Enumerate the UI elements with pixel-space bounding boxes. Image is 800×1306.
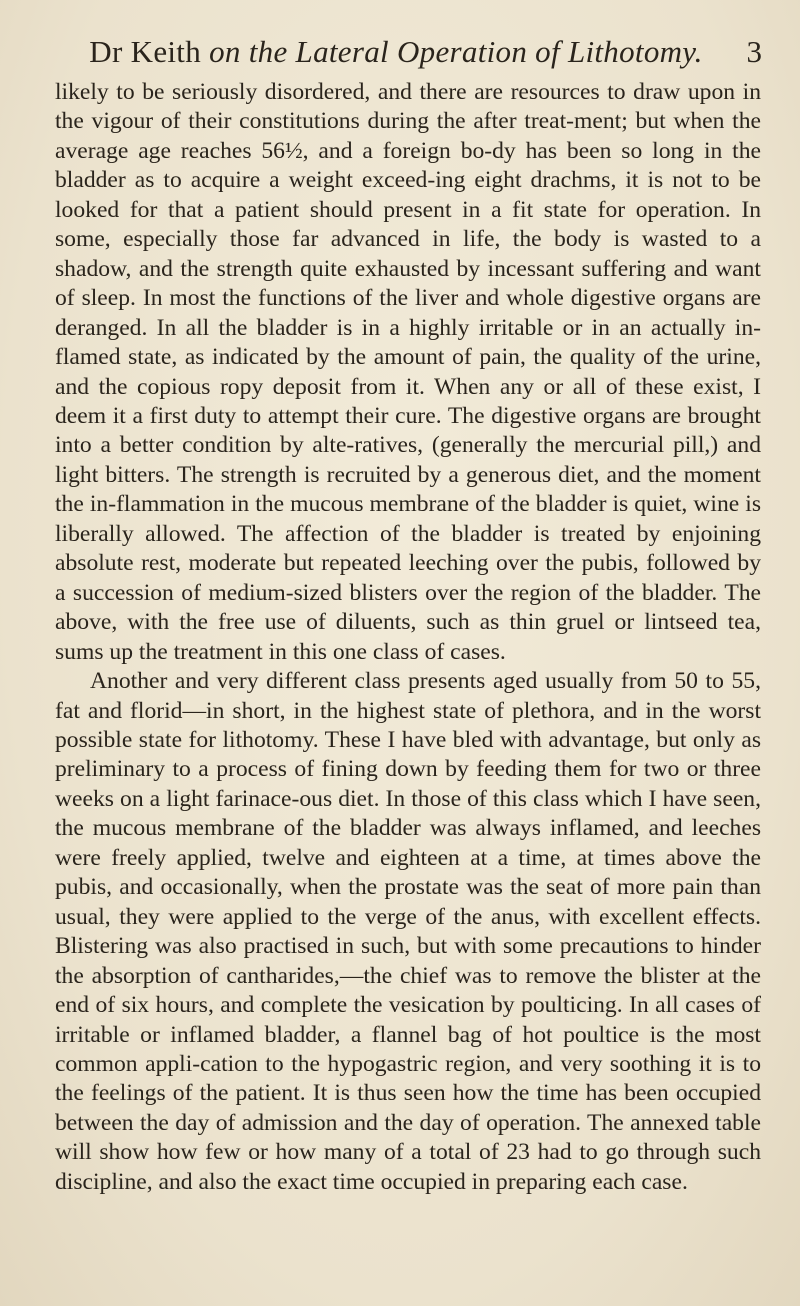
paragraph-1: likely to be seriously disordered, and there are resources to draw upon in the vigour of their constitutions during the after treat-ment; but when the average age reaches 56½, and a foreign bo-dy has been so long in the bladder as to acquire a weight exceed-ing eight drachms, it is not to be looked for that a patient should present in a fit state for operation. In some, especially those far advanced in life, the body is wasted to a shadow, and the strength quite exhausted by incessant suffering and want of sleep. In most the functions of the liver and whole digestive organs are deranged. In all the bladder is in a highly irritable or in an actually in-flamed state, as indicated by the amount of pain, the quality of the urine, and the copious ropy deposit from it. When any or all of these exist, I deem it a first duty to attempt their cure. The digestive organs are brought into a better condition by alte-ratives, (generally the mercurial pill,) and light bitters. The strength is recruited by a generous diet, and the moment the in-flammation in the mucous membrane of the bladder is quiet, wine is liberally allowed. The affection of the bladder is treated by enjoining absolute rest, moderate but repeated leeching over the pubis, followed by a succession of medium-sized blisters over the region of the bladder. The above, with the free use of diluents, such as thin gruel or lintseed tea, sums up the treatment in this one class of cases. [55,79,761,665]
page-number: 3 [746,34,762,69]
body-text [55,78,761,1197]
running-title-author: Dr Keith [89,34,210,69]
running-title-subject: on the Lateral Operation of Lithotomy. [209,34,703,69]
paragraph-2: Another and very different class presents aged usually from 50 to 55, fat and florid—in short, in the highest state of plethora, and in the worst possible state for lithotomy. These I have bled with advantage, but only as preliminary to a process of fining down by feeding them for two or three weeks on a light farinace-ous diet. In those of this class which I have seen, the mucous membrane of the bladder was always inflamed, and leeches were freely applied, twelve and eighteen at a time, at times above the pubis, and occasionally, when the prostate was the seat of more pain than usual, they were applied to the verge of the anus, with excellent effects. Blistering was also practised in such, but with some precautions to hinder the absorption of cantharides,—the chief was to remove the blister at the end of six hours, and complete the vesication by poulticing. In all cases of irritable or inflamed bladder, a flannel bag of hot poultice is the most common appli-cation to the hypogastric region, and very soothing it is to the feelings of the patient. It is thus seen how the time has been occupied between the day of admission and the day of operation. The annexed table will show how few or how many of a total of 23 had to go through such discipline, and also the exact time occupied in preparing each case. [55,668,761,1195]
running-title [60,34,732,70]
running-header [60,28,762,76]
